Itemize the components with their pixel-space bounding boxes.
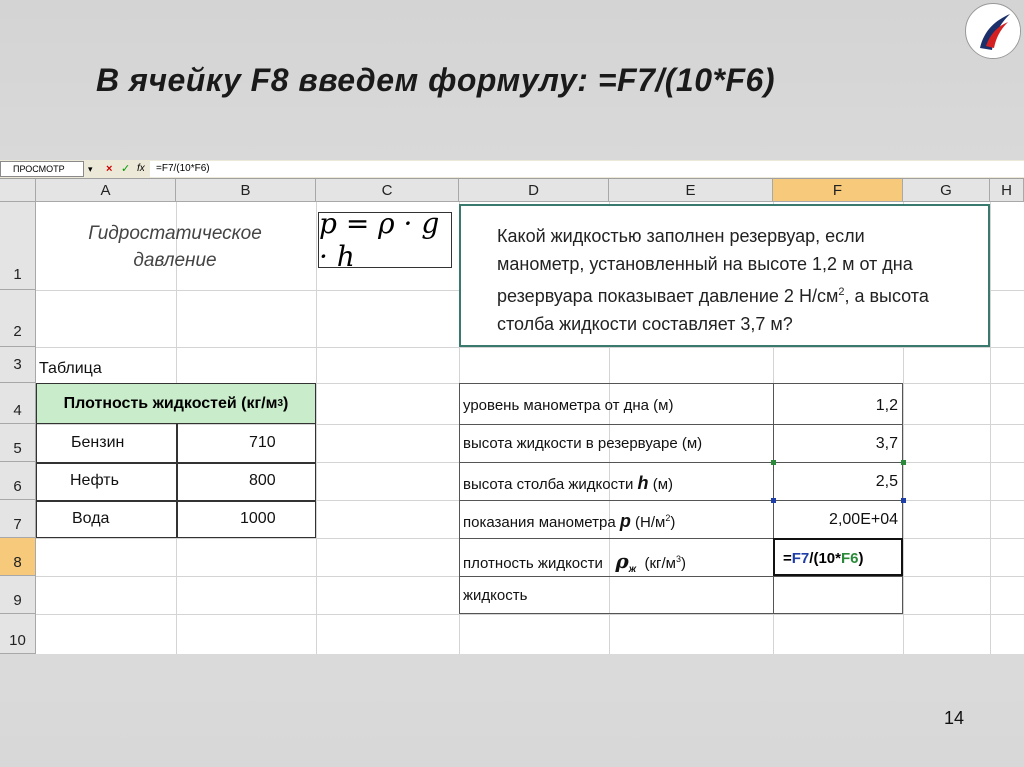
formula-mid: /(10* xyxy=(809,550,841,567)
params-divider xyxy=(459,462,903,463)
gridline xyxy=(316,202,317,654)
param-label-gauge-reading-sup: 2 xyxy=(665,513,671,523)
gridline xyxy=(36,347,1024,348)
formula-input[interactable]: =F7/(10*F6) xyxy=(150,161,1024,177)
param-label-gauge-reading-b: (Н/м xyxy=(635,514,666,531)
density-header-end: ) xyxy=(283,394,289,412)
param-label-density-sup: 3 xyxy=(675,554,681,564)
param-symbol-h: h xyxy=(637,473,649,493)
task-line3-sup: 2 xyxy=(838,286,845,298)
row-header-9[interactable]: 9 xyxy=(0,576,36,614)
name-box[interactable]: ПРОСМОТР xyxy=(0,161,84,177)
param-value-gauge-level[interactable]: 1,2 xyxy=(875,397,898,414)
hydrostatic-title xyxy=(40,220,310,274)
range-marker xyxy=(901,460,906,465)
cancel-icon[interactable]: × xyxy=(106,163,113,175)
col-header-e[interactable]: E xyxy=(609,179,773,202)
gridline xyxy=(990,202,991,654)
name-box-dropdown-icon[interactable]: ▾ xyxy=(88,164,93,174)
gridline xyxy=(36,614,1024,615)
task-line1: Какой жидкостью заполнен резервуар, если xyxy=(497,226,865,246)
row-header-5[interactable]: 5 xyxy=(0,424,36,462)
param-label-column-height-b: (м) xyxy=(652,476,674,493)
row-header-6[interactable]: 6 xyxy=(0,462,36,500)
param-symbol-rho-sub: ж xyxy=(628,564,637,575)
density-divider xyxy=(36,500,316,502)
spreadsheet xyxy=(0,160,1024,654)
param-label-density-c: ) xyxy=(680,555,686,572)
task-line4: столба жидкости составляет 3,7 м? xyxy=(497,314,793,334)
page-number: 14 xyxy=(944,708,965,728)
range-marker xyxy=(771,498,776,503)
params-divider xyxy=(459,500,903,501)
liquid-density[interactable]: 710 xyxy=(249,434,276,451)
task-line2: манометр, установленный на высоте 1,2 м от дна xyxy=(497,254,913,274)
formula-ref-f7: F7 xyxy=(791,550,810,567)
liquid-name[interactable]: Вода xyxy=(72,510,110,527)
param-label-gauge-reading-c: ) xyxy=(670,514,676,531)
density-header[interactable] xyxy=(36,383,316,424)
param-value-column-height[interactable]: 2,5 xyxy=(875,473,898,490)
col-header-c[interactable]: C xyxy=(316,179,459,202)
density-header-sup: 3 xyxy=(277,398,284,409)
param-label-density-a: плотность жидкости xyxy=(463,555,603,572)
formula-ref-f6: F6 xyxy=(840,550,859,567)
hydrostatic-title-line2: давление xyxy=(133,250,217,271)
task-line3-b: , а высота xyxy=(844,286,929,306)
param-label-gauge-reading-a: показания манометра xyxy=(463,514,616,531)
density-divider xyxy=(176,424,178,538)
params-divider xyxy=(459,576,903,577)
param-label-density-b: (кг/м xyxy=(644,555,676,572)
task-textbox[interactable] xyxy=(459,204,990,347)
liquid-name[interactable]: Бензин xyxy=(71,434,125,451)
col-header-f[interactable]: F xyxy=(773,179,903,202)
table-label: Таблица xyxy=(39,360,102,377)
liquid-density[interactable]: 800 xyxy=(249,472,276,489)
liquid-density[interactable]: 1000 xyxy=(240,510,276,527)
params-divider xyxy=(459,424,903,425)
active-cell-f8[interactable] xyxy=(773,538,903,576)
param-value-gauge-reading[interactable]: 2,00E+04 xyxy=(829,511,898,528)
row-header-2[interactable]: 2 xyxy=(0,290,36,347)
density-header-text: Плотность жидкостей (кг/м xyxy=(63,394,278,412)
param-label-density[interactable] xyxy=(463,549,686,575)
logo xyxy=(965,3,1021,59)
range-marker xyxy=(901,498,906,503)
col-header-a[interactable]: A xyxy=(36,179,176,202)
enter-icon[interactable]: ✓ xyxy=(121,163,131,175)
fx-icon[interactable]: fx xyxy=(137,163,145,174)
formula-eq: = xyxy=(783,550,792,567)
formula-end: ) xyxy=(858,550,864,567)
row-header-3[interactable]: 3 xyxy=(0,347,36,383)
param-label-liquid-height[interactable]: высота жидкости в резервуаре (м) xyxy=(463,435,703,452)
slide-title: В ячейку F8 введем формулу: =F7/(10*F6) xyxy=(96,62,775,98)
param-label-liquid[interactable]: жидкость xyxy=(463,587,528,604)
formula-bar xyxy=(0,160,1024,179)
param-value-liquid-height[interactable]: 3,7 xyxy=(875,435,898,452)
logo-icon xyxy=(966,4,1021,59)
row-header-7[interactable]: 7 xyxy=(0,500,36,538)
param-symbol-rho: ρ xyxy=(615,549,629,573)
pressure-formula[interactable]: p = ρ · g · h xyxy=(318,212,452,268)
row-header-1[interactable]: 1 xyxy=(0,202,36,290)
param-symbol-p: p xyxy=(619,511,631,531)
task-line3 xyxy=(497,278,988,310)
range-marker xyxy=(771,460,776,465)
col-header-b[interactable]: B xyxy=(176,179,316,202)
param-label-column-height[interactable] xyxy=(463,473,673,494)
param-label-gauge-reading[interactable] xyxy=(463,511,675,532)
row-header-8[interactable]: 8 xyxy=(0,538,36,576)
row-header-10[interactable]: 10 xyxy=(0,614,36,654)
select-all-corner[interactable] xyxy=(0,179,36,202)
params-table xyxy=(459,383,903,614)
col-header-d[interactable]: D xyxy=(459,179,609,202)
param-label-gauge-level[interactable]: уровень манометра от дна (м) xyxy=(463,397,674,414)
col-header-h[interactable]: H xyxy=(990,179,1024,202)
row-header-4[interactable]: 4 xyxy=(0,383,36,424)
hydrostatic-title-line1: Гидростатическое xyxy=(88,223,262,244)
task-line3-a: резервуара показывает давление 2 Н/см xyxy=(497,286,839,306)
col-header-g[interactable]: G xyxy=(903,179,990,202)
param-label-column-height-a: высота столба жидкости xyxy=(463,476,634,493)
density-divider xyxy=(36,462,316,464)
liquid-name[interactable]: Нефть xyxy=(70,472,119,489)
